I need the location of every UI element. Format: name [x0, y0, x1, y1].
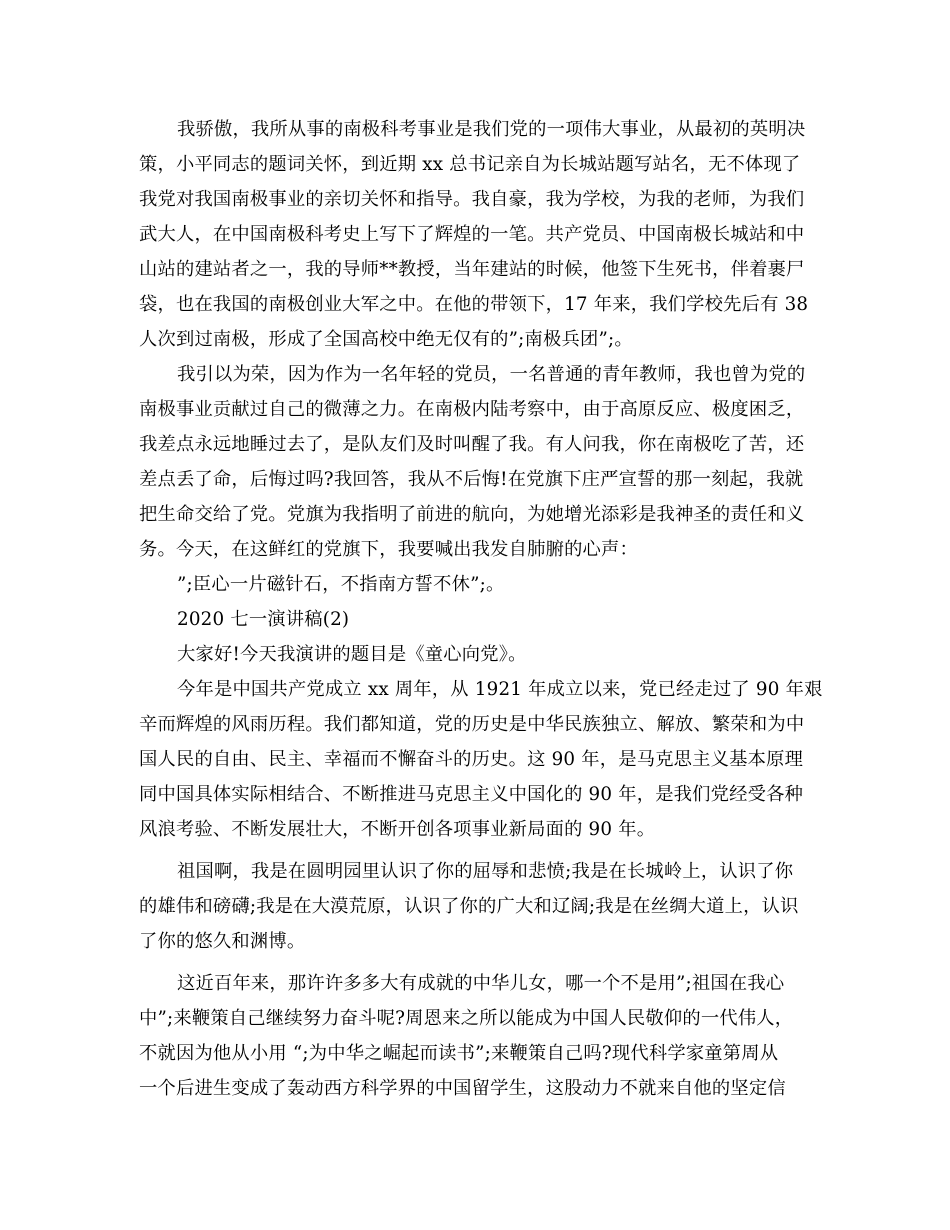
text-line: 了你的悠久和渊博。	[139, 931, 306, 952]
text-line: 我引以为荣，因为作为一名年轻的党员，一名普通的青年教师，我也曾为党的	[177, 364, 806, 385]
text-line: 同中国具体实际相结合、不断推进马克思主义中国化的 90 年，是我们党经受各种	[139, 784, 804, 805]
text-line: 大家好!今天我演讲的题目是《童心向党》。	[177, 644, 527, 665]
text-line: 辛而辉煌的风雨历程。我们都知道，党的历史是中华民族独立、解放、繁荣和为中	[139, 714, 805, 735]
text-line: 一个后进生变成了轰动西方科学界的中国留学生，这股动力不就来自他的坚定信	[139, 1078, 786, 1099]
text-line: 不就因为他从小用 “;为中华之崛起而读书”;来鞭策自己吗?现代科学家童第周从	[139, 1043, 779, 1064]
text-line: 风浪考验、不断发展壮大，不断开创各项事业新局面的 90 年。	[139, 819, 656, 840]
text-line: 今年是中国共产党成立 xx 周年，从 1921 年成立以来，党已经走过了 90 年艰	[177, 679, 823, 700]
text-line: 我党对我国南极事业的亲切关怀和指导。我自豪，我为学校，为我的老师，为我们	[139, 189, 805, 210]
text-line: 我差点永远地睡过去了，是队友们及时叫醒了我。有人问我，你在南极吃了苦，还	[139, 434, 805, 455]
text-line: 中”;来鞭策自己继续努力奋斗呢?周恩来之所以能成为中国人民敬仰的一代伟人，	[139, 1008, 794, 1029]
text-line: 武大人，在中国南极科考史上写下了辉煌的一笔。共产党员、中国南极长城站和中	[139, 224, 805, 245]
text-line: 山站的建站者之一，我的导师**教授，当年建站的时候，他签下生死书，伴着裹尸	[139, 259, 805, 280]
text-line: 祖国啊，我是在圆明园里认识了你的屈辱和悲愤;我是在长城岭上，认识了你	[177, 861, 794, 882]
text-line: 差点丢了命，后悔过吗?我回答，我从不后悔!在党旗下庄严宣誓的那一刻起，我就	[139, 469, 804, 490]
text-line: 务。今天，在这鲜红的党旗下，我要喊出我发自肺腑的心声：	[139, 539, 638, 560]
text-line: 这近百年来，那许许多多大有成就的中华儿女，哪一个不是用”;祖国在我心	[177, 973, 785, 994]
text-line: 把生命交给了党。党旗为我指明了前进的航向，为她增光添彩是我神圣的责任和义	[139, 504, 805, 525]
section-heading: 2020 七一演讲稿(2)	[177, 609, 350, 630]
text-line: 我骄傲，我所从事的南极科考事业是我们党的一项伟大事业，从最初的英明决	[177, 119, 806, 140]
quote-line: ”;臣心一片磁针石，不指南方誓不休”;。	[177, 574, 505, 595]
text-line: 人次到过南极，形成了全国高校中绝无仅有的”;南极兵团”;。	[139, 329, 633, 350]
text-line: 的雄伟和磅礴;我是在大漠荒原，认识了你的广大和辽阔;我是在丝绸大道上，认识	[139, 896, 799, 917]
text-line: 国人民的自由、民主、幸福而不懈奋斗的历史。这 90 年，是马克思主义基本原理	[139, 749, 804, 770]
text-line: 策，小平同志的题词关怀，到近期 xx 总书记亲自为长城站题写站名，无不体现了	[139, 154, 801, 175]
text-line: 南极事业贡献过自己的微薄之力。在南极内陆考察中，由于高原反应、极度困乏，	[139, 399, 805, 420]
text-line: 袋，也在我国的南极创业大军之中。在他的带领下，17 年来，我们学校先后有 38	[139, 294, 809, 315]
